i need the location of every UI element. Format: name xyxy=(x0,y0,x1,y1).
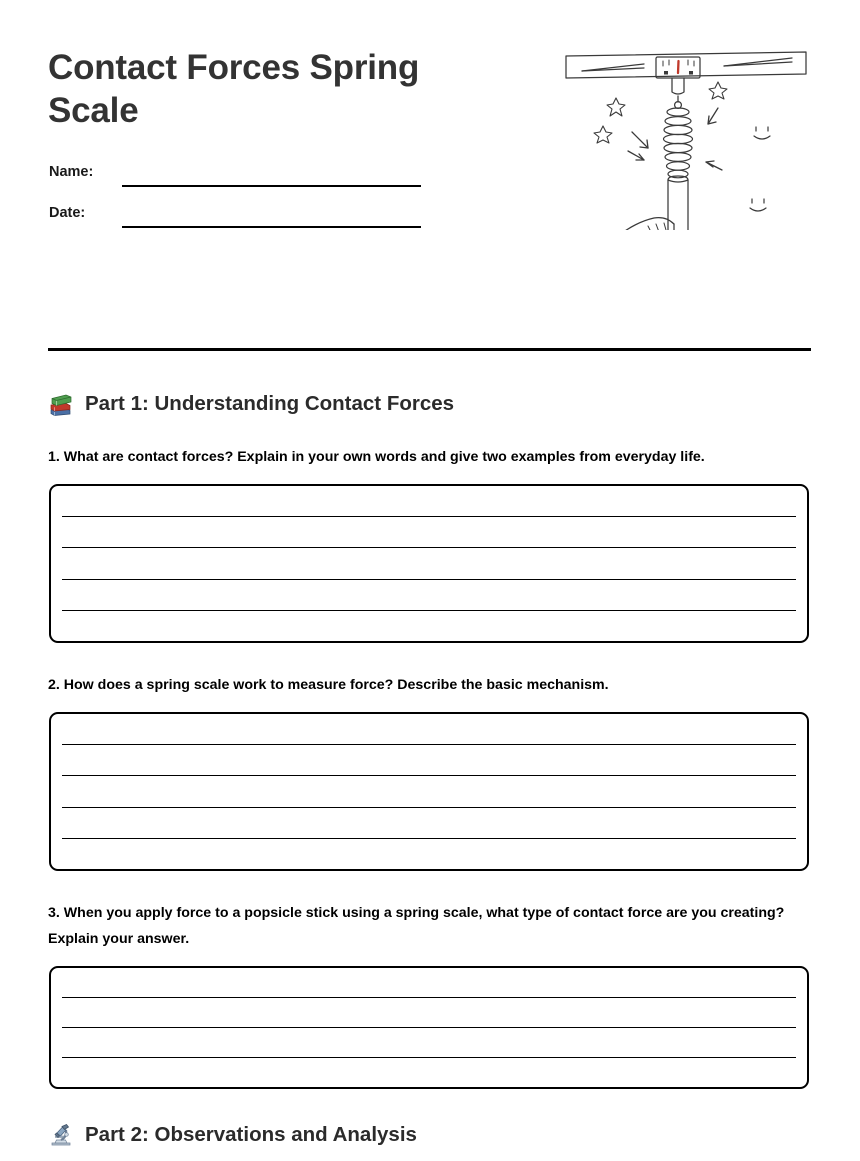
section-heading-part-2 xyxy=(48,1122,417,1148)
date-field-label: Date: xyxy=(49,205,86,221)
section-title-part-1: Part 1: Understanding Contact Forces xyxy=(85,392,455,415)
answer-line xyxy=(62,1027,796,1028)
answer-line xyxy=(62,610,796,611)
date-field-input[interactable] xyxy=(122,226,421,228)
microscope-icon xyxy=(48,1122,74,1148)
answer-ruled-lines xyxy=(51,486,807,641)
date-field-row xyxy=(49,205,429,246)
answer-line xyxy=(62,838,796,839)
answer-line xyxy=(62,997,796,998)
answer-line xyxy=(62,547,796,548)
question-3-text: 3. When you apply force to a popsicle stick using a spring scale, what type of contact force are you creating? Explain your answer. xyxy=(48,905,785,948)
spring-scale-illustration xyxy=(560,10,812,230)
question-1-answer-box[interactable] xyxy=(49,484,809,643)
name-field-input[interactable] xyxy=(122,185,421,187)
section-heading-part-1 xyxy=(48,391,454,417)
answer-line xyxy=(62,579,796,580)
page-title: Contact Forces Spring Scale xyxy=(48,48,420,131)
answer-line xyxy=(62,516,796,517)
answer-line xyxy=(62,775,796,776)
books-icon xyxy=(48,391,74,417)
name-field-label: Name: xyxy=(49,164,94,180)
section-title-part-2: Part 2: Observations and Analysis xyxy=(85,1123,417,1146)
answer-ruled-lines xyxy=(51,968,807,1087)
answer-line xyxy=(62,1057,796,1058)
name-field-row xyxy=(49,164,429,205)
question-1-text: 1. What are contact forces? Explain in your own words and give two examples from everyday life. xyxy=(48,449,705,465)
answer-line xyxy=(62,807,796,808)
question-2-text: 2. How does a spring scale work to measure force? Describe the basic mechanism. xyxy=(48,677,609,693)
student-info-fields xyxy=(49,164,429,246)
question-2-answer-box[interactable] xyxy=(49,712,809,871)
answer-ruled-lines xyxy=(51,714,807,869)
answer-line xyxy=(62,744,796,745)
question-3-answer-box[interactable] xyxy=(49,966,809,1089)
section-divider xyxy=(48,348,811,351)
